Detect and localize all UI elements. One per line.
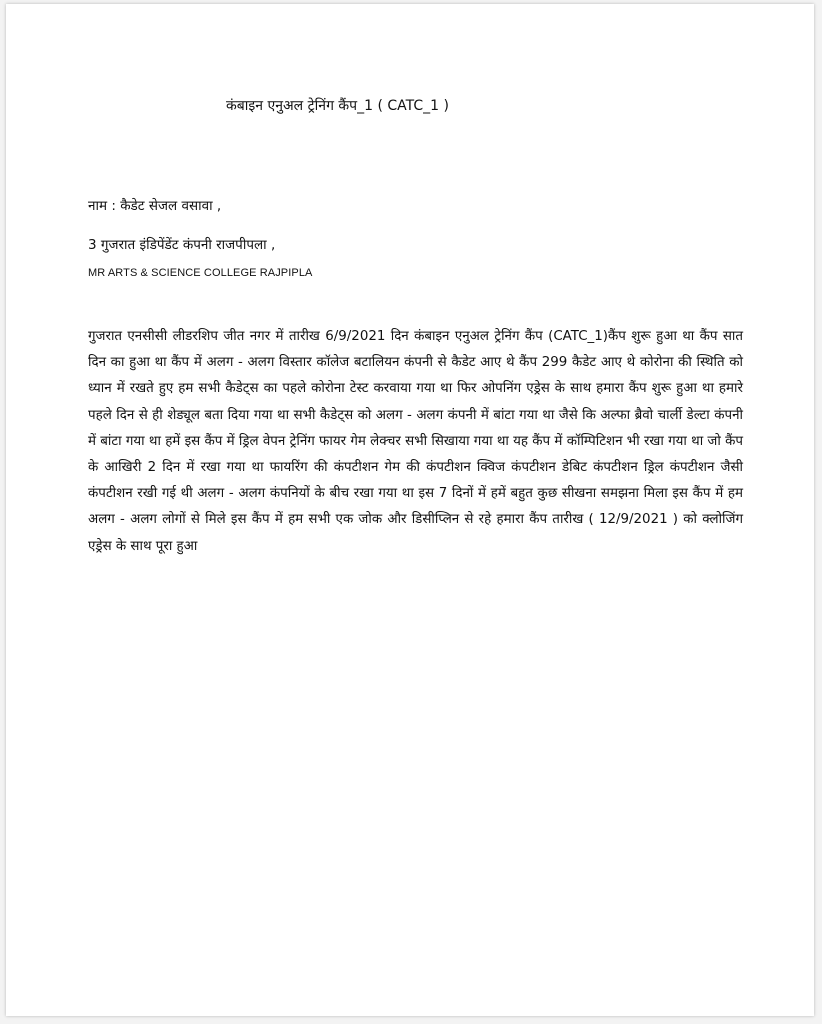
- college-line: MR ARTS & SCIENCE COLLEGE RAJPIPLA: [88, 267, 313, 279]
- body-paragraph: गुजरात एनसीसी लीडरशिप जीत नगर में तारीख 6/9/2021 दिन कंबाइन एनुअल ट्रेनिंग कैंप (CATC_1)कैंप शुरू हुआ था कैंप सात दिन का हुआ था कैंप में अलग - अलग विस्तार कॉलेज बटालियन कंपनी से कैडेट आए थे कैंप 299 कैडेट आए थे कोरोना की स्थिति को ध्यान में रखते हुए हम सभी कैडेट्स का पहले कोरोना टेस्ट करवाया गया था फिर ओपनिंग एड्रेस के साथ हमारा कैंप शुरू हुआ था हमारे पहले दिन से ही शेड्यूल बता दिया गया था सभी कैडेट्स को अलग - अलग कंपनी में बांटा गया था जैसे कि अल्फा ब्रैवो चार्ली डेल्टा कंपनी में बांटा गया था हमें इस कैंप में ड्रिल वेपन ट्रेनिंग फायर गेम लेक्चर सभी सिखाया गया था यह कैंप में कॉम्पिटिशन भी रखा गया था जो कैंप के आखिरी 2 दिन में रखा गया था फायरिंग की कंपटीशन गेम की कंपटीशन क्विज कंपटीशन डेबिट कंपटीशन ड्रिल कंपटीशन जैसी कंपटीशन रखी गई थी अलग - अलग कंपनियों के बीच रखा गया था इस 7 दिनों में हमें बहुत कुछ सीखना समझना मिला इस कैंप में हम अलग - अलग लोगों से मिले इस कैंप में हम सभी एक जोक और डिसीप्लिन से रहे हमारा कैंप तारीख ( 12/9/2021 ) को क्लोजिंग एड्रेस के साथ पूरा हुआ: [88, 329, 743, 554]
- document-title: कंबाइन एनुअल ट्रेनिंग कैंप_1 ( CATC_1 ): [226, 98, 449, 114]
- document-page: [6, 4, 814, 1016]
- company-line: 3 गुजरात इंडिपेंडेंट कंपनी राजपीपला ,: [88, 237, 276, 253]
- cadet-name-line: नाम : कैडेट सेजल वसावा ,: [88, 198, 222, 214]
